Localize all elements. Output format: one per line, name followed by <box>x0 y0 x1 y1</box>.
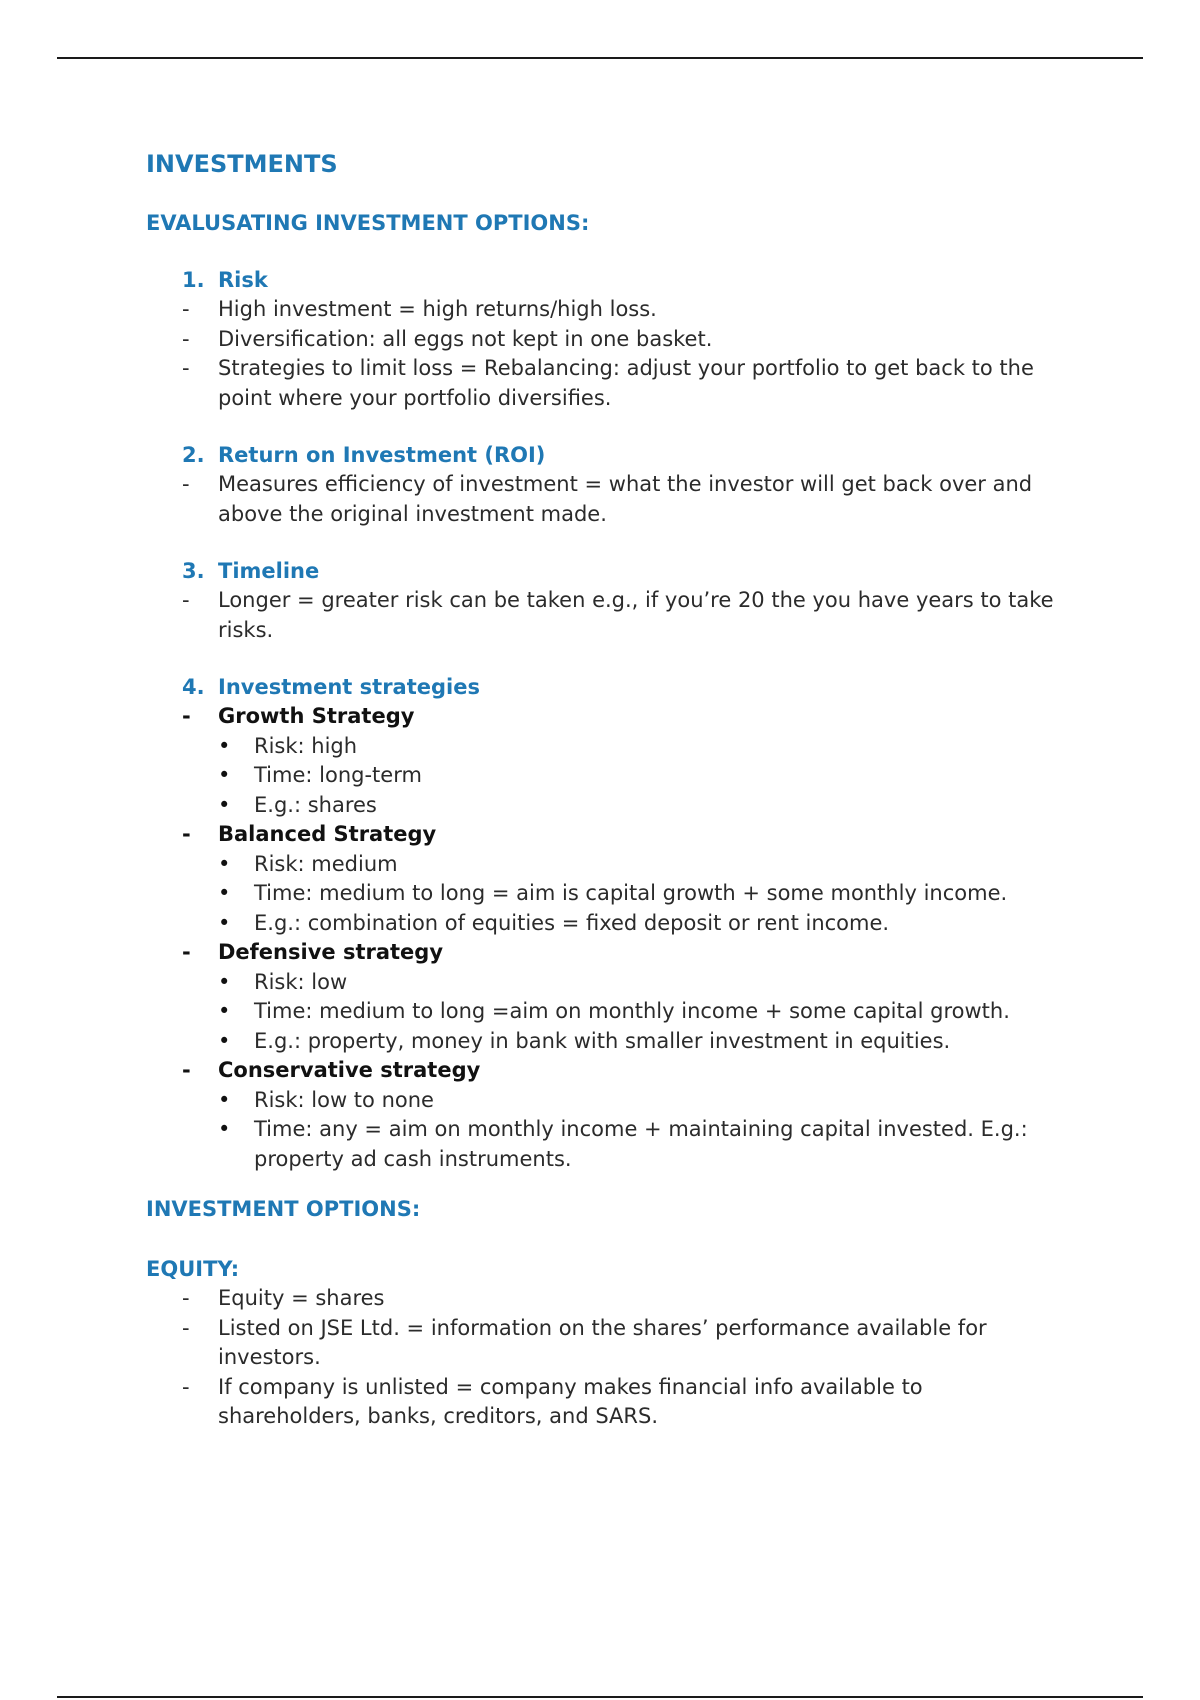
list-item <box>146 1373 1066 1432</box>
list-item-text: Longer = greater risk can be taken e.g., if you’re 20 the you have years to take risks. <box>218 588 1054 642</box>
section-timeline <box>146 557 1066 645</box>
bullet-text: E.g.: property, money in bank with smaller investment in equities. <box>254 1028 951 1053</box>
page-title: INVESTMENTS <box>146 150 338 178</box>
options-heading: INVESTMENT OPTIONS: <box>146 1197 421 1221</box>
strategy-defensive <box>146 938 1066 1056</box>
bullet-item <box>218 1086 1066 1116</box>
bullet-text: Time: long-term <box>254 763 422 787</box>
strategy-name: Conservative strategy <box>218 1058 481 1082</box>
section-title-text: Risk <box>218 268 268 292</box>
strategy-name: Growth Strategy <box>218 704 415 728</box>
strategy-balanced <box>146 820 1066 938</box>
section-roi <box>146 441 1066 529</box>
bullet-marker: • <box>218 1087 231 1112</box>
bullet-text: Time: medium to long =aim on monthly income + some capital growth. <box>254 999 1010 1023</box>
bullet-marker: • <box>218 881 231 905</box>
list-item <box>146 1314 1066 1373</box>
section-title <box>146 441 1066 470</box>
bullet-item <box>218 1027 1066 1057</box>
list-item-text: If company is unlisted = company makes financial info available to shareholders, banks, creditors, and SARS. <box>218 1374 923 1428</box>
strategy-conservative <box>146 1056 1066 1174</box>
bullet-item <box>218 997 1066 1027</box>
strategy-name: Defensive strategy <box>218 940 444 964</box>
document-body <box>146 145 1066 1432</box>
section-risk <box>146 266 1066 413</box>
bullet-list <box>218 732 1066 821</box>
list-item-text: Listed on JSE Ltd. = information on the shares’ performance available for investors. <box>218 1315 987 1369</box>
bullet-item <box>218 1115 1066 1174</box>
bullet-item <box>218 909 1066 939</box>
evaluating-heading: EVALUSATING INVESTMENT OPTIONS: <box>146 211 590 235</box>
bullet-marker: • <box>218 733 231 758</box>
list-item-text: Measures efficiency of investment = what the investor will get back over and above the original investment made. <box>218 472 1033 526</box>
dash-marker: - <box>182 822 191 846</box>
equity-heading: EQUITY: <box>146 1257 240 1281</box>
bullet-item <box>218 968 1066 998</box>
section-number: 3. <box>182 559 205 583</box>
dash-marker: - <box>182 1374 190 1399</box>
point-list <box>146 470 1066 529</box>
bullet-list <box>218 850 1066 939</box>
strategy-list <box>146 702 1066 1174</box>
bullet-marker: • <box>218 792 231 817</box>
bullet-list <box>218 968 1066 1057</box>
list-item <box>146 1284 1066 1314</box>
bullet-text: E.g.: combination of equities = fixed deposit or rent income. <box>254 910 890 935</box>
evaluation-sections <box>146 266 1066 1174</box>
list-item-text: Diversification: all eggs not kept in one basket. <box>218 326 713 351</box>
dash-marker: - <box>182 1315 190 1340</box>
bullet-marker: • <box>218 763 231 787</box>
dash-marker: - <box>182 297 190 321</box>
section-title <box>146 266 1066 295</box>
bullet-marker: • <box>218 1117 231 1141</box>
dash-marker: - <box>182 326 190 351</box>
bullet-item <box>218 850 1066 880</box>
bullet-text: Time: medium to long = aim is capital growth + some monthly income. <box>254 881 1008 905</box>
section-number: 4. <box>182 675 205 699</box>
top-rule <box>57 57 1143 59</box>
bullet-item <box>218 879 1066 909</box>
strategy-name: Balanced Strategy <box>218 822 437 846</box>
list-item <box>146 295 1066 325</box>
bullet-marker: • <box>218 851 231 876</box>
bullet-marker: • <box>218 999 231 1023</box>
section-number: 1. <box>182 268 205 292</box>
equity-list <box>146 1284 1066 1432</box>
list-item-text: Equity = shares <box>218 1286 385 1310</box>
list-item <box>146 325 1066 355</box>
section-title <box>146 673 1066 702</box>
dash-marker: - <box>182 704 191 728</box>
bottom-rule <box>57 1696 1143 1698</box>
bullet-text: Risk: high <box>254 733 358 758</box>
list-item <box>146 586 1066 645</box>
strategy-growth <box>146 702 1066 820</box>
list-item-text: High investment = high returns/high loss. <box>218 297 657 321</box>
dash-marker: - <box>182 588 190 612</box>
point-list <box>146 586 1066 645</box>
section-title <box>146 557 1066 586</box>
bullet-marker: • <box>218 910 231 935</box>
dash-marker: - <box>182 472 190 496</box>
dash-marker: - <box>182 1286 190 1310</box>
bullet-list <box>218 1086 1066 1175</box>
bullet-marker: • <box>218 1028 231 1053</box>
bullet-text: Risk: low to none <box>254 1087 434 1112</box>
bullet-text: Risk: low <box>254 969 348 994</box>
section-title-text: Timeline <box>218 559 320 583</box>
bullet-item <box>218 732 1066 762</box>
dash-marker: - <box>182 356 190 380</box>
bullet-marker: • <box>218 969 231 994</box>
bullet-text: Time: any = aim on monthly income + maintaining capital invested. E.g.: property ad cash instruments. <box>254 1117 1028 1171</box>
section-strategies <box>146 673 1066 1174</box>
section-number: 2. <box>182 443 205 467</box>
dash-marker: - <box>182 940 191 964</box>
list-item <box>146 470 1066 529</box>
bullet-text: E.g.: shares <box>254 792 377 817</box>
bullet-text: Risk: medium <box>254 851 398 876</box>
point-list <box>146 295 1066 413</box>
section-title-text: Investment strategies <box>218 675 480 699</box>
section-title-text: Return on Investment (ROI) <box>218 443 546 467</box>
bullet-item <box>218 761 1066 791</box>
dash-marker: - <box>182 1058 191 1082</box>
list-item <box>146 354 1066 413</box>
bullet-item <box>218 791 1066 821</box>
list-item-text: Strategies to limit loss = Rebalancing: adjust your portfolio to get back to the point where your portfolio diversifies. <box>218 356 1034 410</box>
